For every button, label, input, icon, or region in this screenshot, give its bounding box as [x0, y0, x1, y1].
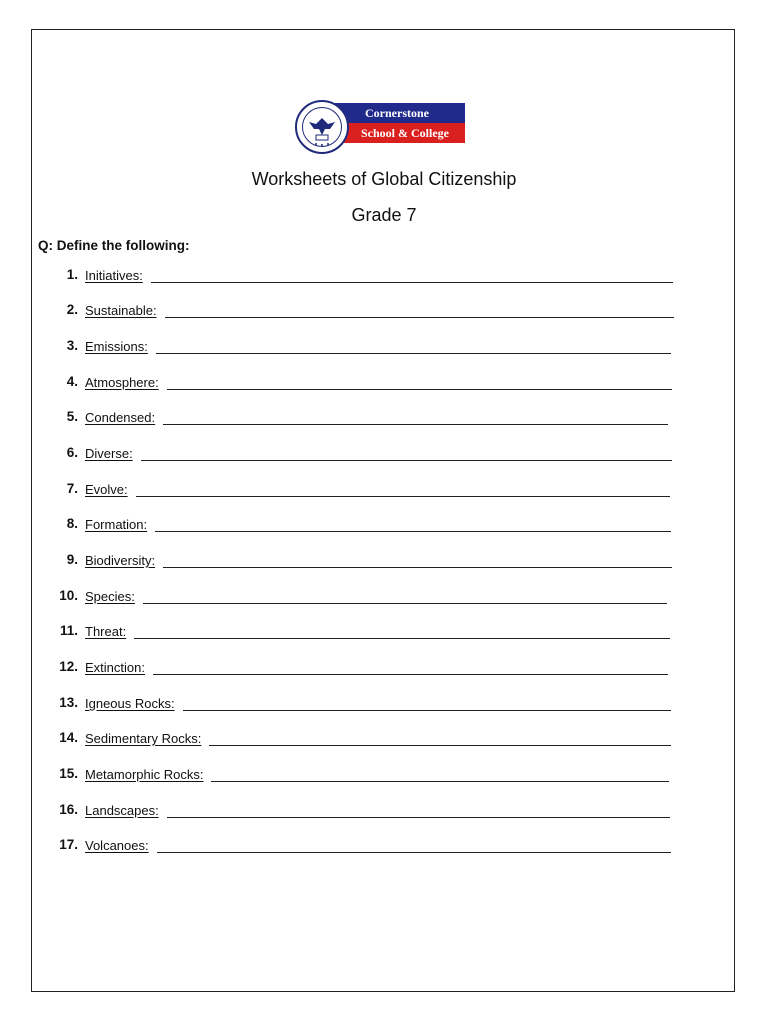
- answer-line[interactable]: [163, 567, 672, 568]
- answer-line[interactable]: [156, 353, 671, 354]
- item-number: 10.: [59, 588, 78, 603]
- eagle-icon: [297, 102, 347, 152]
- item-number: 13.: [59, 695, 78, 710]
- item-term: Landscapes:: [85, 803, 159, 818]
- answer-line[interactable]: [141, 460, 672, 461]
- item-number: 3.: [66, 338, 78, 353]
- answer-line[interactable]: [143, 603, 667, 604]
- item-number: 6.: [66, 445, 78, 460]
- item-number: 1.: [66, 267, 78, 282]
- logo-brand-line1: Cornerstone: [335, 103, 465, 123]
- list-item: [0, 802, 768, 822]
- item-term: Sustainable:: [85, 303, 157, 318]
- list-item: [0, 267, 768, 287]
- item-number: 5.: [66, 409, 78, 424]
- item-term: Igneous Rocks:: [85, 696, 175, 711]
- item-number: 9.: [66, 552, 78, 567]
- item-term: Initiatives:: [85, 268, 143, 283]
- answer-line[interactable]: [167, 389, 672, 390]
- item-term: Species:: [85, 589, 135, 604]
- item-number: 11.: [59, 623, 78, 638]
- item-term: Threat:: [85, 624, 127, 639]
- answer-line[interactable]: [163, 424, 668, 425]
- answer-line[interactable]: [136, 496, 670, 497]
- question-prompt: Q: Define the following:: [38, 238, 190, 253]
- worksheet-grade: Grade 7: [351, 205, 417, 225]
- item-term: Sedimentary Rocks:: [85, 731, 202, 746]
- answer-line[interactable]: [151, 282, 673, 283]
- item-term: Evolve:: [85, 482, 128, 497]
- item-term: Atmosphere:: [85, 375, 159, 390]
- list-item: [0, 409, 768, 429]
- logo-brand-line2: School & College: [335, 123, 465, 143]
- eagle-seal-icon: [295, 100, 349, 154]
- list-item: [0, 374, 768, 394]
- list-item: [0, 837, 768, 857]
- answer-line[interactable]: [165, 317, 674, 318]
- list-item: [0, 302, 768, 322]
- item-number: 8.: [66, 516, 78, 531]
- item-number: 7.: [66, 481, 78, 496]
- answer-line[interactable]: [211, 781, 669, 782]
- item-term: Volcanoes:: [85, 838, 149, 853]
- list-item: [0, 481, 768, 501]
- list-item: [0, 338, 768, 358]
- item-term: Diverse:: [85, 446, 133, 461]
- answer-line[interactable]: [157, 852, 671, 853]
- list-item: [0, 516, 768, 536]
- answer-line[interactable]: [209, 745, 671, 746]
- list-item: [0, 445, 768, 465]
- school-logo: [295, 100, 467, 150]
- answer-line[interactable]: [134, 638, 670, 639]
- answer-line[interactable]: [155, 531, 671, 532]
- item-number: 2.: [66, 302, 78, 317]
- answer-line[interactable]: [183, 710, 671, 711]
- item-term: Emissions:: [85, 339, 148, 354]
- list-item: [0, 766, 768, 786]
- worksheet-title: Worksheets of Global Citizenship: [251, 169, 517, 189]
- item-term: Extinction:: [85, 660, 145, 675]
- item-number: 14.: [59, 730, 78, 745]
- item-term: Biodiversity:: [85, 553, 156, 568]
- item-number: 15.: [59, 766, 78, 781]
- list-item: [0, 588, 768, 608]
- item-term: Formation:: [85, 517, 148, 532]
- list-item: [0, 659, 768, 679]
- item-number: 16.: [59, 802, 78, 817]
- item-term: Metamorphic Rocks:: [85, 767, 204, 782]
- logo-banner: [335, 103, 465, 143]
- list-item: [0, 623, 768, 643]
- item-term: Condensed:: [85, 410, 156, 425]
- item-number: 12.: [59, 659, 78, 674]
- item-number: 4.: [66, 374, 78, 389]
- item-number: 17.: [59, 837, 78, 852]
- answer-line[interactable]: [167, 817, 670, 818]
- answer-line[interactable]: [153, 674, 668, 675]
- list-item: [0, 695, 768, 715]
- list-item: [0, 552, 768, 572]
- list-item: [0, 730, 768, 750]
